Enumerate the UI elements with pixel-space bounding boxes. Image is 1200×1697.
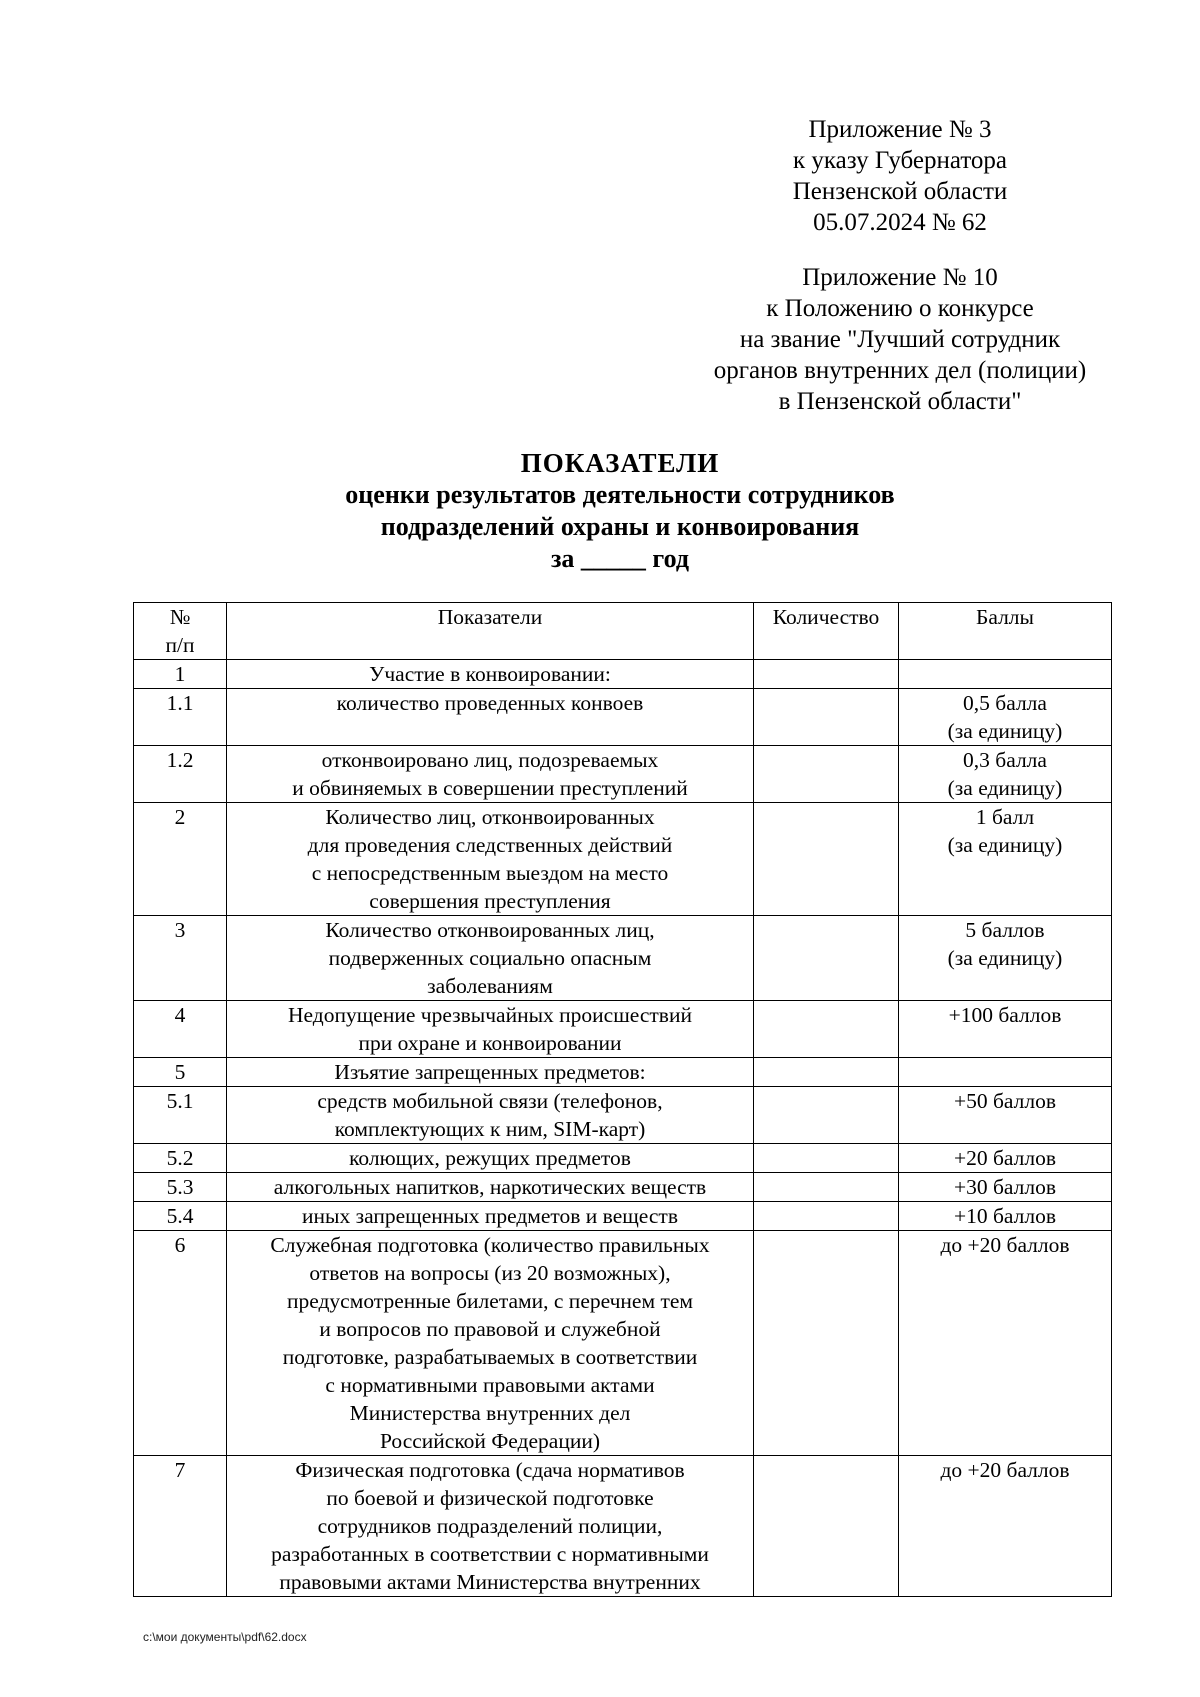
row-quantity	[754, 803, 899, 916]
file-path-footer: c:\мои документы\pdf\62.docx	[143, 1630, 307, 1644]
row-quantity	[754, 1087, 899, 1144]
header-quantity: Количество	[754, 603, 899, 660]
annex-line: к указу Губернатора	[792, 147, 1008, 174]
row-indicator	[227, 803, 754, 916]
points-line: +100 баллов	[948, 1003, 1062, 1027]
row-number: 4	[134, 1001, 227, 1058]
table-row	[134, 803, 1112, 916]
row-indicator	[227, 660, 754, 689]
table-row	[134, 1231, 1112, 1456]
title-line: подразделений охраны и конвоирования	[380, 512, 860, 541]
indicator-line: иных запрещенных предметов и веществ	[302, 1204, 678, 1228]
row-quantity	[754, 660, 899, 689]
points-line: +20 баллов	[953, 1146, 1057, 1170]
row-number: 5.3	[134, 1173, 227, 1202]
row-number: 2	[134, 803, 227, 916]
indicator-line: по боевой и физической подготовке	[326, 1486, 654, 1510]
row-number: 5	[134, 1058, 227, 1087]
points-line: 5 баллов	[965, 918, 1045, 942]
row-indicator	[227, 1087, 754, 1144]
points-line: (за единицу)	[947, 719, 1063, 743]
row-number: 7	[134, 1456, 227, 1597]
points-line: +50 баллов	[953, 1089, 1057, 1113]
title-year-line: за _____ год	[550, 544, 689, 573]
row-points	[899, 1144, 1112, 1173]
row-number: 5.1	[134, 1087, 227, 1144]
title-main: ПОКАЗАТЕЛИ	[520, 448, 720, 478]
indicator-line: комплектующих к ним, SIM-карт)	[334, 1117, 646, 1141]
row-points	[899, 1001, 1112, 1058]
annex-line: в Пензенской области"	[778, 388, 1022, 415]
indicator-line: Участие в конвоировании:	[369, 662, 611, 686]
annex-10-header	[660, 262, 1140, 417]
points-line: +30 баллов	[953, 1175, 1057, 1199]
points-line: 0,5 балла	[963, 691, 1047, 715]
annex-line: Пензенской области	[792, 178, 1008, 205]
indicator-line: заболеваниям	[427, 974, 553, 998]
indicator-line: средств мобильной связи (телефонов,	[317, 1089, 663, 1113]
row-points	[899, 1202, 1112, 1231]
row-indicator	[227, 1202, 754, 1231]
annex-line: на звание "Лучший сотрудник	[739, 326, 1061, 353]
row-points	[899, 1231, 1112, 1456]
indicator-line: с непосредственным выездом на место	[311, 861, 669, 885]
indicator-line: сотрудников подразделений полиции,	[317, 1514, 663, 1538]
row-quantity	[754, 1001, 899, 1058]
indicator-line: Министерства внутренних дел	[349, 1401, 631, 1425]
table-row	[134, 916, 1112, 1001]
row-quantity	[754, 1058, 899, 1087]
row-indicator	[227, 916, 754, 1001]
row-number: 5.2	[134, 1144, 227, 1173]
indicator-line: Количество лиц, отконвоированных	[325, 805, 655, 829]
indicator-line: разработанных в соответствии с нормативными	[271, 1542, 709, 1566]
row-points	[899, 746, 1112, 803]
row-number: 5.4	[134, 1202, 227, 1231]
row-points	[899, 916, 1112, 1001]
indicator-line: и вопросов по правовой и служебной	[319, 1317, 661, 1341]
indicator-line: ответов на вопросы (из 20 возможных),	[309, 1261, 671, 1285]
indicator-line: подготовке, разрабатываемых в соответствии	[282, 1345, 698, 1369]
title-line: оценки результатов деятельности сотрудников	[345, 480, 895, 509]
indicator-line: правовыми актами Министерства внутренних	[279, 1570, 701, 1594]
table-header-row	[134, 603, 1112, 660]
document-title	[130, 447, 1110, 575]
table-row	[134, 746, 1112, 803]
indicator-line: количество проведенных конвоев	[336, 691, 644, 715]
row-points	[899, 1173, 1112, 1202]
annex-line: 05.07.2024 № 62	[813, 209, 987, 236]
row-number: 1	[134, 660, 227, 689]
points-line: 1 балл	[975, 805, 1035, 829]
row-number: 1.1	[134, 689, 227, 746]
table-row	[134, 1058, 1112, 1087]
header-num-label: п/п	[165, 633, 195, 657]
indicator-line: и обвиняемых в совершении преступлений	[292, 776, 688, 800]
indicator-line: Служебная подготовка (количество правильных	[270, 1233, 710, 1257]
table-row	[134, 660, 1112, 689]
row-quantity	[754, 1456, 899, 1597]
indicator-line: Изъятие запрещенных предметов:	[334, 1060, 646, 1084]
row-points	[899, 1456, 1112, 1597]
indicator-line: с нормативными правовыми актами	[325, 1373, 655, 1397]
annex-line: к Положению о конкурсе	[766, 295, 1034, 322]
row-indicator	[227, 1231, 754, 1456]
points-line: (за единицу)	[947, 833, 1063, 857]
row-quantity	[754, 916, 899, 1001]
row-quantity	[754, 1202, 899, 1231]
points-line: +10 баллов	[953, 1204, 1057, 1228]
row-number: 6	[134, 1231, 227, 1456]
header-num	[134, 603, 227, 660]
table-row	[134, 1144, 1112, 1173]
row-quantity	[754, 746, 899, 803]
points-line: (за единицу)	[947, 946, 1063, 970]
row-points	[899, 1058, 1112, 1087]
row-indicator	[227, 689, 754, 746]
points-line: до +20 баллов	[940, 1458, 1070, 1482]
table-row	[134, 1173, 1112, 1202]
table-body	[134, 660, 1112, 1597]
row-indicator	[227, 1058, 754, 1087]
indicator-line: предусмотренные билетами, с перечнем тем	[286, 1289, 694, 1313]
indicator-line: для проведения следственных действий	[307, 833, 673, 857]
header-num-symbol: №	[169, 605, 191, 629]
row-indicator	[227, 1001, 754, 1058]
indicator-line: Количество отконвоированных лиц,	[325, 918, 655, 942]
table-row	[134, 1456, 1112, 1597]
table-row	[134, 1202, 1112, 1231]
indicator-line: Физическая подготовка (сдача нормативов	[295, 1458, 685, 1482]
indicator-line: Недопущение чрезвычайных происшествий	[288, 1003, 692, 1027]
table-row	[134, 689, 1112, 746]
annex-3-header	[700, 114, 1100, 238]
indicators-table	[133, 602, 1112, 1597]
points-line: (за единицу)	[947, 776, 1063, 800]
row-indicator	[227, 1173, 754, 1202]
row-quantity	[754, 689, 899, 746]
row-quantity	[754, 1144, 899, 1173]
table-row	[134, 1087, 1112, 1144]
points-line: до +20 баллов	[940, 1233, 1070, 1257]
indicator-line: отконвоировано лиц, подозреваемых	[321, 748, 659, 772]
indicator-line: Российской Федерации)	[379, 1429, 601, 1453]
header-points: Баллы	[899, 603, 1112, 660]
table-row	[134, 1001, 1112, 1058]
annex-line: Приложение № 3	[808, 116, 992, 143]
indicator-line: подверженных социально опасным	[328, 946, 652, 970]
row-indicator	[227, 746, 754, 803]
row-indicator	[227, 1456, 754, 1597]
indicator-line: при охране и конвоировании	[358, 1031, 622, 1055]
indicator-line: алкогольных напитков, наркотических веществ	[273, 1175, 707, 1199]
points-line: 0,3 балла	[963, 748, 1047, 772]
row-indicator	[227, 1144, 754, 1173]
row-number: 1.2	[134, 746, 227, 803]
row-points	[899, 803, 1112, 916]
header-indicator: Показатели	[227, 603, 754, 660]
row-points	[899, 1087, 1112, 1144]
annex-line: Приложение № 10	[802, 264, 998, 291]
row-points	[899, 689, 1112, 746]
indicator-line: совершения преступления	[369, 889, 611, 913]
annex-line: органов внутренних дел (полиции)	[713, 357, 1087, 384]
row-quantity	[754, 1173, 899, 1202]
row-number: 3	[134, 916, 227, 1001]
row-points	[899, 660, 1112, 689]
indicator-line: колющих, режущих предметов	[349, 1146, 631, 1170]
row-quantity	[754, 1231, 899, 1456]
